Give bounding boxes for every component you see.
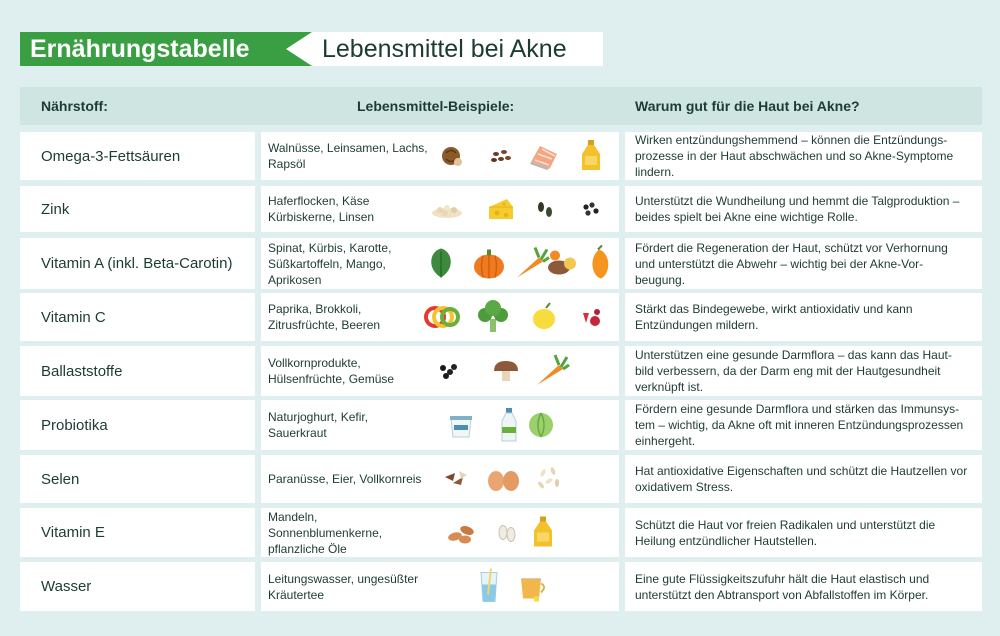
row-why-cell <box>625 293 982 341</box>
food-examples: Spinat, Kürbis, Karotte, Süßkartoffeln, Mango, Aprikosen <box>268 240 392 287</box>
spinach-icon <box>431 249 451 278</box>
row-why-cell <box>625 400 982 450</box>
herbal-tea-icon <box>521 579 544 602</box>
row-nutrient-cell <box>20 400 255 450</box>
row-nutrient-cell <box>20 132 255 180</box>
row-nutrient-cell <box>20 508 255 557</box>
salmon-icon <box>530 146 557 170</box>
rice-icon <box>537 467 559 490</box>
broccoli-icon <box>478 300 508 332</box>
cheese-icon <box>489 199 513 219</box>
berries-icon <box>583 309 600 326</box>
nutrient-name: Vitamin A (inkl. Beta-Carotin) <box>41 255 233 272</box>
oil-bottle-icon <box>534 517 552 547</box>
eggs-icon <box>488 471 519 491</box>
food-examples: Naturjoghurt, Kefir, Sauerkraut <box>268 410 369 440</box>
food-examples: Leitungswasser, ungesüßter Kräutertee <box>268 571 419 602</box>
header-why: Warum gut für die Haut bei Akne? <box>635 98 860 114</box>
skin-benefit: Unterstützt die Wundheilung und hemmt die Talgproduktion – beides spielt bei Akne eine wichtige Rolle. <box>635 194 960 224</box>
pumpkin-icon <box>474 250 504 279</box>
sweet-potato-icon <box>548 251 576 275</box>
food-icons <box>421 238 611 289</box>
mango-icon <box>592 246 608 279</box>
row-why-cell <box>625 186 982 232</box>
food-icons <box>421 132 611 180</box>
pepper-rings-icon <box>426 308 458 326</box>
row-why-cell <box>625 238 982 289</box>
row-nutrient-cell <box>20 186 255 232</box>
flaxseed-icon <box>491 150 511 162</box>
row-why-cell <box>625 132 982 180</box>
food-icons <box>421 186 611 232</box>
table-header <box>20 87 982 125</box>
skin-benefit: Fördert die Regeneration der Haut, schützt vor Verhornung und unterstützt die Abwehr – wichtig bei der Akne-Vor-beugung. <box>635 240 948 287</box>
row-why-cell <box>625 455 982 503</box>
skin-benefit: Unterstützen eine gesunde Darmflora – das kann das Haut-bild verbessern, da der Darm eng mit der Hautgesundheit verknüpft ist. <box>635 348 952 394</box>
sunflower-seeds-icon <box>499 526 515 542</box>
pumpkin-seeds-icon <box>538 202 552 217</box>
food-examples: Walnüsse, Leinsamen, Lachs, Rapsöl <box>268 141 428 171</box>
title-main: Ernährungstabelle <box>20 32 312 66</box>
food-icons <box>421 455 611 503</box>
food-icons <box>421 346 611 396</box>
carrot-icon <box>537 355 569 385</box>
food-icons <box>421 508 611 557</box>
food-examples: Paranüsse, Eier, Vollkornreis <box>268 472 422 486</box>
lemon-icon <box>533 303 555 329</box>
carrot-icon <box>517 248 549 278</box>
row-foods-cell <box>261 508 619 557</box>
row-foods-cell <box>261 293 619 341</box>
oat-flakes-icon <box>432 205 462 218</box>
mushroom-icon <box>494 361 518 381</box>
row-nutrient-cell <box>20 455 255 503</box>
row-foods-cell <box>261 346 619 396</box>
title-sub: Lebensmittel bei Akne <box>312 32 603 66</box>
food-examples: Paprika, Brokkoli, Zitrusfrüchte, Beeren <box>268 302 381 332</box>
skin-benefit: Stärkt das Bindegewebe, wirkt antioxidativ und kann Entzündungen mildern. <box>635 302 913 332</box>
nutrient-name: Selen <box>41 470 80 488</box>
yogurt-icon <box>450 416 472 437</box>
kefir-bottle-icon <box>502 408 516 441</box>
skin-benefit: Eine gute Flüssigkeitszufuhr hält die Haut elastisch und unterstützt den Abtransport von Abfallstoffen im Körper. <box>635 571 930 602</box>
row-why-cell <box>625 562 982 611</box>
row-nutrient-cell <box>20 293 255 341</box>
nutrient-name: Vitamin C <box>41 308 106 326</box>
row-foods-cell <box>261 562 619 611</box>
food-icons <box>421 400 611 450</box>
nutrient-name: Wasser <box>41 578 92 595</box>
header-nutrient: Nährstoff: <box>41 98 108 114</box>
skin-benefit: Fördern eine gesunde Darmflora und stärken das Immunsys-tem – wichtig, da Akne oft mit inneren Entzündungsprozessen einhergeht. <box>635 402 964 448</box>
row-nutrient-cell <box>20 562 255 611</box>
food-examples: Mandeln, Sonnenblumenkerne, pflanzliche Öle <box>268 509 383 556</box>
row-why-cell <box>625 346 982 396</box>
beans-icon <box>440 364 457 379</box>
nutrient-name: Vitamin E <box>41 524 105 541</box>
lentils-icon <box>583 202 598 215</box>
skin-benefit: Hat antioxidative Eigenschaften und schützt die Hautzellen vor oxidativem Stress. <box>635 464 968 494</box>
nutrient-name: Zink <box>41 200 70 218</box>
row-foods-cell <box>261 238 619 289</box>
food-examples: Haferflocken, Käse Kürbiskerne, Linsen <box>268 194 375 224</box>
row-foods-cell <box>261 455 619 503</box>
skin-benefit: Schützt die Haut vor freien Radikalen und unterstützt die Heilung entzündlicher Hautstellen. <box>635 517 936 548</box>
nutrient-name: Ballaststoffe <box>41 362 123 380</box>
row-foods-cell <box>261 400 619 450</box>
row-foods-cell <box>261 186 619 232</box>
row-foods-cell <box>261 132 619 180</box>
food-icons <box>421 293 611 341</box>
cabbage-icon <box>529 413 553 437</box>
nutrient-name: Omega-3-Fettsäuren <box>41 147 181 165</box>
brazil-nuts-icon <box>445 471 467 485</box>
header-foods: Lebensmittel-Beispiele: <box>357 98 515 114</box>
walnut-icon <box>442 147 462 166</box>
skin-benefit: Wirken entzündungshemmend – können die Entzündungs-prozesse in der Haut abschwächen und so Akne-Symptome lindern. <box>635 133 954 179</box>
food-icons <box>421 562 611 611</box>
row-nutrient-cell <box>20 346 255 396</box>
food-examples: Vollkornprodukte, Hülsenfrüchte, Gemüse <box>268 356 395 386</box>
row-why-cell <box>625 508 982 557</box>
row-nutrient-cell <box>20 238 255 289</box>
almonds-icon <box>447 524 475 543</box>
nutrient-name: Probiotika <box>41 416 108 434</box>
oil-bottle-icon <box>582 140 600 170</box>
water-glass-icon <box>481 569 497 602</box>
